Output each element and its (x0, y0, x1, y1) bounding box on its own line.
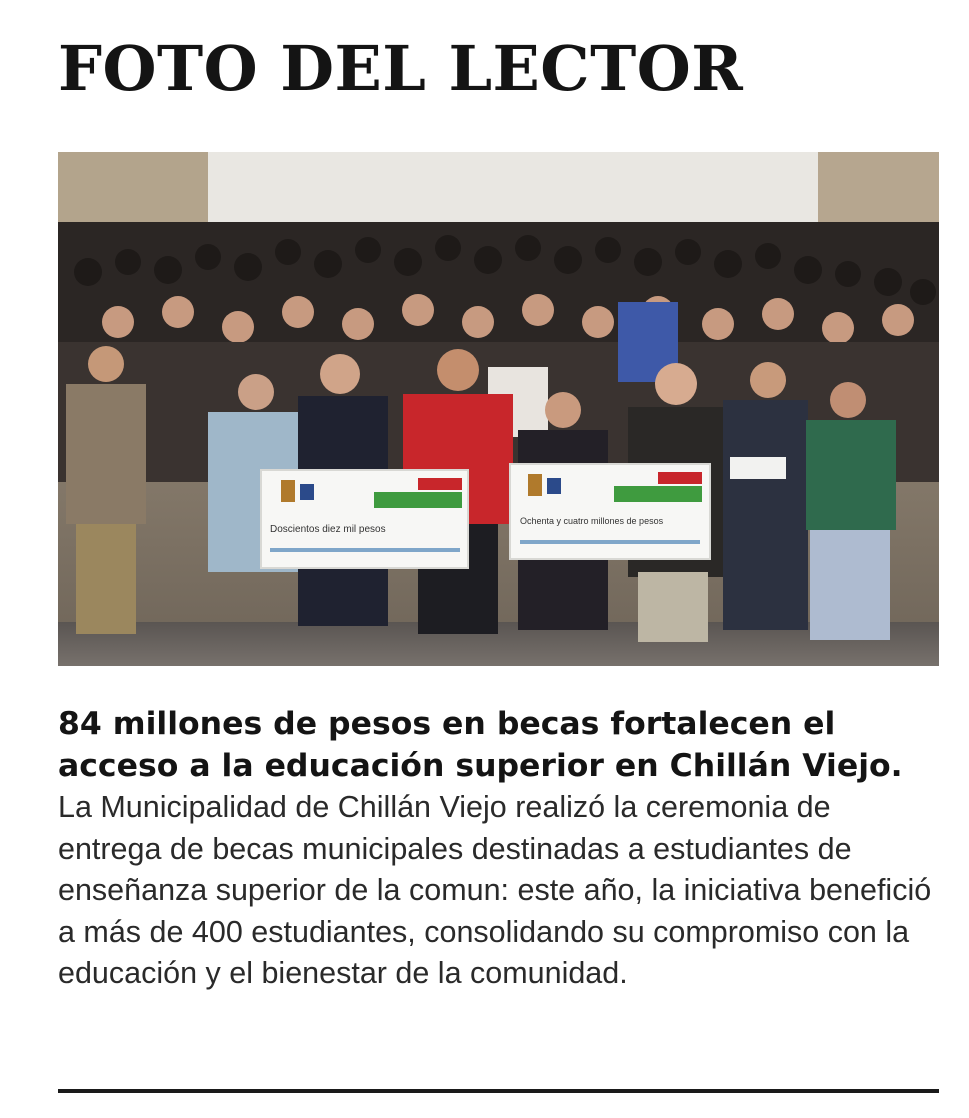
news-photo (58, 152, 939, 666)
bottom-rule (58, 1089, 939, 1093)
article-body: La Municipalidad de Chillán Viejo realizó la ceremonia de entrega de becas municipales destinadas a estudiantes de enseñanza superior de la comun: este año, la iniciativa benefició a más de 400 estudiantes, consolidando su compromiso con la educación y el bienestar de la comunidad. (58, 790, 932, 990)
check-right (510, 464, 710, 559)
article-text (58, 704, 933, 995)
group-photo-illustration (58, 152, 939, 666)
check-right-amount: Ochenta y cuatro millones de pesos (520, 516, 664, 526)
check-left-amount: Doscientos diez mil pesos (270, 524, 386, 535)
article-headline: 84 millones de pesos en becas fortalecen el acceso a la educación superior en Chillán Viejo. (58, 706, 903, 784)
ceiling-screen (208, 152, 818, 222)
check-left (261, 470, 468, 568)
section-title: FOTO DEL LECTOR (58, 32, 744, 105)
envelope (730, 457, 786, 479)
